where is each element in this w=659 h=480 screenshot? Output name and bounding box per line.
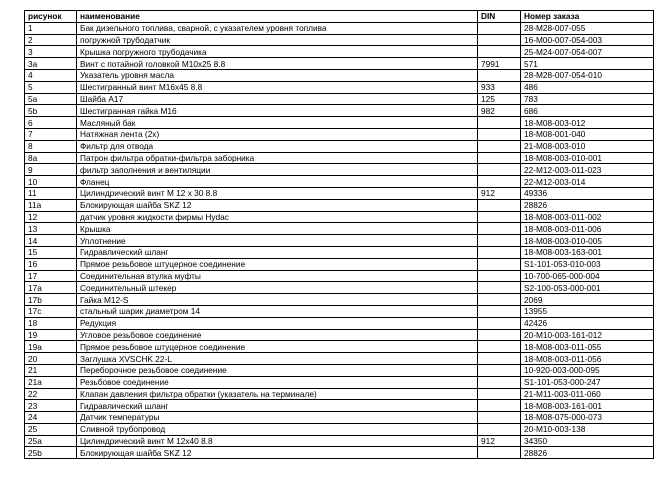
name-cell: Крышка xyxy=(77,223,478,235)
table-row xyxy=(25,199,654,211)
figure-cell: 9 xyxy=(25,164,77,176)
order-number-cell: 10-920-003-000-095 xyxy=(521,364,654,376)
din-cell xyxy=(478,258,521,270)
header-din: DIN xyxy=(478,11,521,23)
order-number-cell: 25-M24-007-054-007 xyxy=(521,46,654,58)
name-cell: Шестигранный винт M16x45 8.8 xyxy=(77,81,478,93)
table-row xyxy=(25,69,654,81)
din-cell xyxy=(478,211,521,223)
order-number-cell: 22-M12-003-014 xyxy=(521,176,654,188)
name-cell: Крышка погружного трубодачика xyxy=(77,46,478,58)
table-row xyxy=(25,187,654,199)
table-row xyxy=(25,435,654,447)
figure-cell: 16 xyxy=(25,258,77,270)
figure-cell: 25 xyxy=(25,423,77,435)
figure-cell: 20 xyxy=(25,353,77,365)
figure-cell: 11a xyxy=(25,199,77,211)
din-cell: 912 xyxy=(478,187,521,199)
din-cell xyxy=(478,128,521,140)
din-cell xyxy=(478,341,521,353)
name-cell: Гидравлический шланг xyxy=(77,400,478,412)
order-number-cell: 13955 xyxy=(521,305,654,317)
order-number-cell: 486 xyxy=(521,81,654,93)
order-number-cell: 18-M08-001-040 xyxy=(521,128,654,140)
table-row xyxy=(25,58,654,70)
order-number-cell: 18-M08-003-163-001 xyxy=(521,246,654,258)
figure-cell: 3a xyxy=(25,58,77,70)
name-cell: датчик уровня жидкости фирмы Hydac xyxy=(77,211,478,223)
figure-cell: 21 xyxy=(25,364,77,376)
name-cell: Переборочное резьбовое соединение xyxy=(77,364,478,376)
table-row xyxy=(25,211,654,223)
order-number-cell: 49336 xyxy=(521,187,654,199)
name-cell: Указатель уровня масла xyxy=(77,69,478,81)
table-row xyxy=(25,364,654,376)
name-cell: Угловое резьбовое соединение xyxy=(77,329,478,341)
figure-cell: 8 xyxy=(25,140,77,152)
table-row xyxy=(25,176,654,188)
order-number-cell: 20-M10-003-138 xyxy=(521,423,654,435)
table-row xyxy=(25,400,654,412)
figure-cell: 17 xyxy=(25,270,77,282)
order-number-cell: 18-M08-075-000-073 xyxy=(521,412,654,424)
figure-cell: 5 xyxy=(25,81,77,93)
din-cell xyxy=(478,270,521,282)
figure-cell: 19 xyxy=(25,329,77,341)
figure-cell: 3 xyxy=(25,46,77,58)
din-cell xyxy=(478,353,521,365)
din-cell xyxy=(478,423,521,435)
din-cell xyxy=(478,235,521,247)
name-cell: Резьбовое соединение xyxy=(77,376,478,388)
table-row xyxy=(25,423,654,435)
figure-cell: 23 xyxy=(25,400,77,412)
din-cell: 912 xyxy=(478,435,521,447)
table-row xyxy=(25,105,654,117)
din-cell xyxy=(478,412,521,424)
order-number-cell: 18-M08-003-010-005 xyxy=(521,235,654,247)
name-cell: Бак дизельного топлива, сварной, с указателем уровня топлива xyxy=(77,22,478,34)
name-cell: Редукция xyxy=(77,317,478,329)
table-row xyxy=(25,223,654,235)
name-cell: Блокирующая шайба SKZ 12 xyxy=(77,199,478,211)
din-cell xyxy=(478,364,521,376)
header-name: наименование xyxy=(77,11,478,23)
name-cell: Гидравлический шланг xyxy=(77,246,478,258)
table-row xyxy=(25,294,654,306)
order-number-cell: 18-M08-003-010-001 xyxy=(521,152,654,164)
din-cell xyxy=(478,400,521,412)
figure-cell: 5a xyxy=(25,93,77,105)
order-number-cell: 28-M28-007-055 xyxy=(521,22,654,34)
din-cell xyxy=(478,282,521,294)
figure-cell: 10 xyxy=(25,176,77,188)
order-number-cell: 16-M00-007-054-003 xyxy=(521,34,654,46)
table-row xyxy=(25,46,654,58)
parts-table xyxy=(24,10,654,459)
table-row xyxy=(25,140,654,152)
name-cell: Уплотнение xyxy=(77,235,478,247)
figure-cell: 11 xyxy=(25,187,77,199)
table-row xyxy=(25,376,654,388)
order-number-cell: 18-M08-003-011-002 xyxy=(521,211,654,223)
din-cell xyxy=(478,447,521,459)
din-cell xyxy=(478,376,521,388)
din-cell: 982 xyxy=(478,105,521,117)
figure-cell: 7 xyxy=(25,128,77,140)
order-number-cell: 21-M11-003-011-060 xyxy=(521,388,654,400)
table-row xyxy=(25,447,654,459)
din-cell xyxy=(478,176,521,188)
table-row xyxy=(25,305,654,317)
table-row xyxy=(25,329,654,341)
name-cell: Прямое резьбовое штуцерное соединение xyxy=(77,258,478,270)
order-number-cell: S1-101-053-000-247 xyxy=(521,376,654,388)
din-cell xyxy=(478,140,521,152)
order-number-cell: 10-700-065-000-004 xyxy=(521,270,654,282)
table-row xyxy=(25,246,654,258)
figure-cell: 19a xyxy=(25,341,77,353)
table-row xyxy=(25,353,654,365)
name-cell: погружной трубодатчик xyxy=(77,34,478,46)
order-number-cell: 28826 xyxy=(521,199,654,211)
figure-cell: 15 xyxy=(25,246,77,258)
order-number-cell: 686 xyxy=(521,105,654,117)
table-row xyxy=(25,22,654,34)
name-cell: фильтр заполнения и вентиляции xyxy=(77,164,478,176)
figure-cell: 22 xyxy=(25,388,77,400)
table-row xyxy=(25,235,654,247)
order-number-cell: 28-M28-007-054-010 xyxy=(521,69,654,81)
order-number-cell: S2-100-053-000-001 xyxy=(521,282,654,294)
name-cell: стальный шарик диаметром 14 xyxy=(77,305,478,317)
figure-cell: 17b xyxy=(25,294,77,306)
order-number-cell: 18-M08-003-012 xyxy=(521,117,654,129)
figure-cell: 18 xyxy=(25,317,77,329)
din-cell xyxy=(478,223,521,235)
name-cell: Клапан давления фильтра обратки (указатель на терминале) xyxy=(77,388,478,400)
din-cell xyxy=(478,164,521,176)
name-cell: Патрон фильтра обратки-фильтра заборника xyxy=(77,152,478,164)
din-cell xyxy=(478,152,521,164)
name-cell: Цилиндрический винт M 12 x 30 8.8 xyxy=(77,187,478,199)
order-number-cell: 42426 xyxy=(521,317,654,329)
din-cell xyxy=(478,388,521,400)
table-row xyxy=(25,317,654,329)
din-cell xyxy=(478,22,521,34)
order-number-cell: 18-M08-003-161-001 xyxy=(521,400,654,412)
name-cell: Шайба A17 xyxy=(77,93,478,105)
name-cell: Блокирующая шайба SKZ 12 xyxy=(77,447,478,459)
figure-cell: 5b xyxy=(25,105,77,117)
table-row xyxy=(25,388,654,400)
order-number-cell: 18-M08-003-011-056 xyxy=(521,353,654,365)
table-row xyxy=(25,258,654,270)
din-cell xyxy=(478,246,521,258)
name-cell: Прямое резьбовое штуцерное соединение xyxy=(77,341,478,353)
order-number-cell: 22-M12-003-011-023 xyxy=(521,164,654,176)
order-number-cell: 20-M10-003-161-012 xyxy=(521,329,654,341)
order-number-cell: 18-M08-003-011-006 xyxy=(521,223,654,235)
order-number-cell: 18-M08-003-011-055 xyxy=(521,341,654,353)
order-number-cell: 783 xyxy=(521,93,654,105)
figure-cell: 17c xyxy=(25,305,77,317)
table-row xyxy=(25,270,654,282)
name-cell: Шестигранная гайка M16 xyxy=(77,105,478,117)
table-row xyxy=(25,117,654,129)
name-cell: Сливной трубопровод xyxy=(77,423,478,435)
order-number-cell: 2069 xyxy=(521,294,654,306)
name-cell: Соединительный штекер xyxy=(77,282,478,294)
figure-cell: 6 xyxy=(25,117,77,129)
din-cell xyxy=(478,294,521,306)
din-cell xyxy=(478,199,521,211)
din-cell: 125 xyxy=(478,93,521,105)
table-row xyxy=(25,34,654,46)
figure-cell: 25b xyxy=(25,447,77,459)
figure-cell: 17a xyxy=(25,282,77,294)
table-row xyxy=(25,282,654,294)
order-number-cell: 28826 xyxy=(521,447,654,459)
name-cell: Заглушка XVSCHK 22-L xyxy=(77,353,478,365)
name-cell: Соединительная втулка муфты xyxy=(77,270,478,282)
order-number-cell: 34350 xyxy=(521,435,654,447)
figure-cell: 12 xyxy=(25,211,77,223)
figure-cell: 2 xyxy=(25,34,77,46)
figure-cell: 1 xyxy=(25,22,77,34)
table-row xyxy=(25,412,654,424)
name-cell: Масляный бак xyxy=(77,117,478,129)
table-row xyxy=(25,164,654,176)
din-cell xyxy=(478,317,521,329)
figure-cell: 24 xyxy=(25,412,77,424)
name-cell: Фильтр для отвода xyxy=(77,140,478,152)
din-cell xyxy=(478,69,521,81)
name-cell: Цилиндрический винт M 12x40 8.8 xyxy=(77,435,478,447)
header-figure: рисунок xyxy=(25,11,77,23)
din-cell: 7991 xyxy=(478,58,521,70)
table-row xyxy=(25,128,654,140)
name-cell: Датчик температуры xyxy=(77,412,478,424)
name-cell: Фланец xyxy=(77,176,478,188)
din-cell xyxy=(478,46,521,58)
name-cell: Гайка M12-S xyxy=(77,294,478,306)
figure-cell: 21a xyxy=(25,376,77,388)
table-row xyxy=(25,81,654,93)
din-cell: 933 xyxy=(478,81,521,93)
din-cell xyxy=(478,117,521,129)
name-cell: Винт с потайной головкой M10x25 8.8 xyxy=(77,58,478,70)
order-number-cell: S1-101-053-010-003 xyxy=(521,258,654,270)
din-cell xyxy=(478,329,521,341)
name-cell: Натяжная лента (2x) xyxy=(77,128,478,140)
din-cell xyxy=(478,305,521,317)
header-order-number: Номер заказа xyxy=(521,11,654,23)
table-row xyxy=(25,152,654,164)
order-number-cell: 571 xyxy=(521,58,654,70)
figure-cell: 4 xyxy=(25,69,77,81)
figure-cell: 14 xyxy=(25,235,77,247)
figure-cell: 8a xyxy=(25,152,77,164)
din-cell xyxy=(478,34,521,46)
figure-cell: 25a xyxy=(25,435,77,447)
table-row xyxy=(25,93,654,105)
order-number-cell: 21-M08-003-010 xyxy=(521,140,654,152)
header-row xyxy=(25,11,654,23)
figure-cell: 13 xyxy=(25,223,77,235)
table-row xyxy=(25,341,654,353)
